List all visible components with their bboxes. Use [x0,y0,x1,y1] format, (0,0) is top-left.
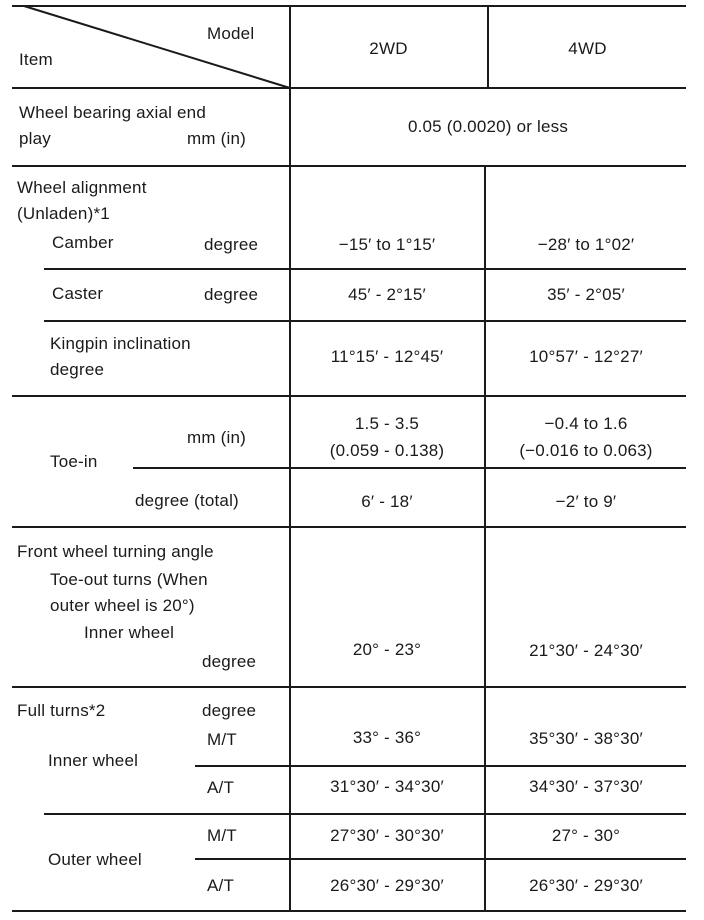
turning-toeout-line2: outer wheel is 20°) [50,596,195,615]
fullturns-inner-label: Inner wheel [48,751,139,770]
turning-4wd: 21°30′ - 24°30′ [529,641,643,660]
camber-4wd: −28′ to 1°02′ [537,235,635,254]
rule-toein-bottom [12,526,686,528]
turning-toeout-line1: Toe-out turns (When [50,570,208,589]
rule-header-bottom [12,87,686,89]
turning-title: Front wheel turning angle [17,542,214,561]
rule-bearing-bottom [12,165,686,167]
turning-unit: degree [202,652,257,671]
fullturns-unit: degree [202,701,257,720]
turning-2wd: 20° - 23° [352,640,422,659]
header-item: Item [19,50,53,69]
caster-2wd: 45′ - 2°15′ [348,285,426,304]
rule-inner-bottom [44,813,686,815]
rule-alignment-bottom [12,395,686,397]
fullturns-outer-mt-4wd: 27° - 30° [551,826,621,845]
rule-turning-bottom [12,686,686,688]
rule-caster-bottom [44,320,686,322]
toein-mm-2wd-line2: (0.059 - 0.138) [329,441,445,460]
caster-unit: degree [204,285,259,304]
header-model: Model [207,24,255,43]
toein-unit-mm: mm (in) [187,428,246,447]
toein-deg-4wd: −2′ to 9′ [555,492,617,511]
kingpin-label-line2: degree [50,360,105,379]
camber-unit: degree [204,235,259,254]
header-2wd: 2WD [369,39,408,58]
kingpin-4wd: 10°57′ - 12°27′ [529,347,643,366]
bearing-label-line2: play [19,129,51,148]
bearing-label-line1: Wheel bearing axial end [19,103,206,122]
caster-4wd: 35′ - 2°05′ [547,285,625,304]
header-4wd: 4WD [568,39,607,58]
camber-2wd: −15′ to 1°15′ [338,235,436,254]
rule-top [12,5,686,7]
camber-label: Camber [52,233,114,252]
fullturns-outer-mt: M/T [207,826,237,845]
kingpin-2wd: 11°15′ - 12°45′ [330,347,444,366]
fullturns-inner-at-2wd: 31°30′ - 34°30′ [330,777,444,796]
rule-toein-split [133,467,686,469]
fullturns-outer-at: A/T [207,876,235,895]
turning-inner-label: Inner wheel [84,623,175,642]
caster-label: Caster [52,284,104,303]
toein-mm-4wd-line1: −0.4 to 1.6 [544,414,628,433]
alignment-title-line2: (Unladen)*1 [17,204,110,223]
toein-unit-deg: degree (total) [135,491,239,510]
fullturns-outer-at-4wd: 26°30′ - 29°30′ [529,876,643,895]
toein-label: Toe-in [50,452,98,471]
toein-mm-2wd-line1: 1.5 - 3.5 [354,414,420,433]
bearing-unit: mm (in) [187,129,246,148]
toein-mm-4wd-line2: (−0.016 to 0.063) [519,441,653,460]
kingpin-label-line1: Kingpin inclination [50,334,191,353]
fullturns-outer-mt-2wd: 27°30′ - 30°30′ [330,826,444,845]
alignment-title-line1: Wheel alignment [17,178,147,197]
rule-bottom [12,910,686,912]
rule-camber-bottom [44,268,686,270]
toein-deg-2wd: 6′ - 18′ [361,492,413,511]
rule-outer-mt [195,858,686,860]
rule-col-2wd [484,165,486,910]
fullturns-inner-mt-4wd: 35°30′ - 38°30′ [529,729,643,748]
fullturns-outer-label: Outer wheel [48,850,142,869]
fullturns-inner-mt: M/T [207,730,237,749]
fullturns-title: Full turns*2 [17,701,106,720]
bearing-value: 0.05 (0.0020) or less [407,117,569,136]
fullturns-inner-mt-2wd: 33° - 36° [352,728,422,747]
rule-inner-mt [195,765,686,767]
fullturns-inner-at: A/T [207,778,235,797]
fullturns-inner-at-4wd: 34°30′ - 37°30′ [529,777,643,796]
fullturns-outer-at-2wd: 26°30′ - 29°30′ [330,876,444,895]
